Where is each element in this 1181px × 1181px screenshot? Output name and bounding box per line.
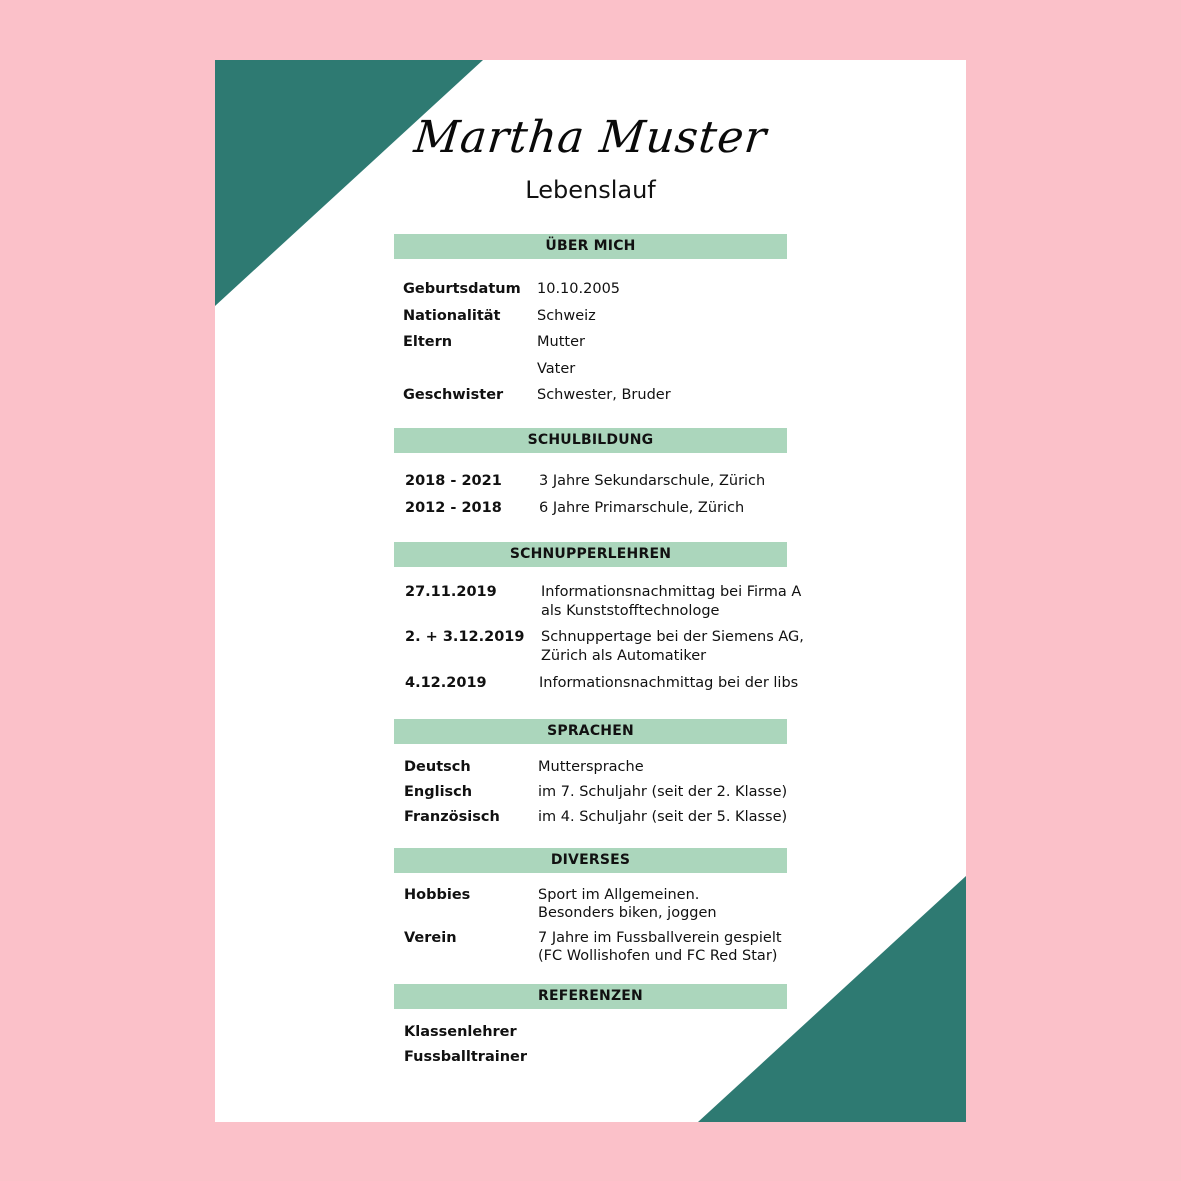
section-header-schnupperlehren: SCHNUPPERLEHREN: [394, 542, 787, 567]
section-header-referenzen: REFERENZEN: [394, 984, 787, 1009]
row-value: Informationsnachmittag bei der libs: [539, 675, 799, 691]
row-value: 3 Jahre Sekundarschule, Zürich: [539, 473, 766, 489]
row-label: 4.12.2019: [405, 675, 487, 691]
row-label: Nationalität: [403, 308, 501, 324]
row-value: 7 Jahre im Fussballverein gespielt: [538, 930, 782, 946]
row-label: Geschwister: [403, 387, 504, 403]
section-header-ueber-mich: ÜBER MICH: [394, 234, 787, 259]
row-value: Schwester, Bruder: [537, 387, 671, 403]
row-value: Informationsnachmittag bei Firma A: [541, 584, 802, 600]
row-label: Deutsch: [404, 759, 471, 775]
row-label: Geburtsdatum: [403, 281, 521, 297]
row-value: Schnuppertage bei der Siemens AG,: [541, 629, 804, 645]
row-label: Verein: [404, 930, 457, 946]
row-label: Hobbies: [404, 887, 471, 903]
row-label: Englisch: [404, 784, 473, 800]
row-value-continued: Zürich als Automatiker: [541, 648, 707, 664]
row-value: im 7. Schuljahr (seit der 2. Klasse): [538, 784, 788, 800]
row-value: Sport im Allgemeinen.: [538, 887, 700, 903]
row-label: 2012 - 2018: [405, 500, 502, 516]
row-label: Eltern: [403, 334, 453, 350]
row-label: Fussballtrainer: [404, 1049, 528, 1065]
row-value: Muttersprache: [538, 759, 644, 775]
row-value: 6 Jahre Primarschule, Zürich: [539, 500, 745, 516]
row-value: 10.10.2005: [537, 281, 621, 297]
row-label: Französisch: [404, 809, 500, 825]
row-value: Schweiz: [537, 308, 596, 324]
person-name: Martha Muster: [411, 112, 770, 163]
row-label: 2018 - 2021: [405, 473, 502, 489]
row-value-continued: als Kunststofftechnologe: [541, 603, 720, 619]
row-label: 27.11.2019: [405, 584, 497, 600]
row-label: Klassenlehrer: [404, 1024, 517, 1040]
row-value: Mutter: [537, 334, 585, 350]
row-value-continued: Besonders biken, joggen: [538, 905, 717, 921]
row-value: im 4. Schuljahr (seit der 5. Klasse): [538, 809, 788, 825]
section-header-diverses: DIVERSES: [394, 848, 787, 873]
row-value: Vater: [537, 361, 576, 377]
section-header-sprachen: SPRACHEN: [394, 719, 787, 744]
row-value-continued: (FC Wollishofen und FC Red Star): [538, 948, 778, 964]
section-header-schulbildung: SCHULBILDUNG: [394, 428, 787, 453]
document-subtitle: Lebenslauf: [525, 176, 656, 204]
row-label: 2. + 3.12.2019: [405, 629, 525, 645]
cv-page: [215, 60, 966, 1122]
